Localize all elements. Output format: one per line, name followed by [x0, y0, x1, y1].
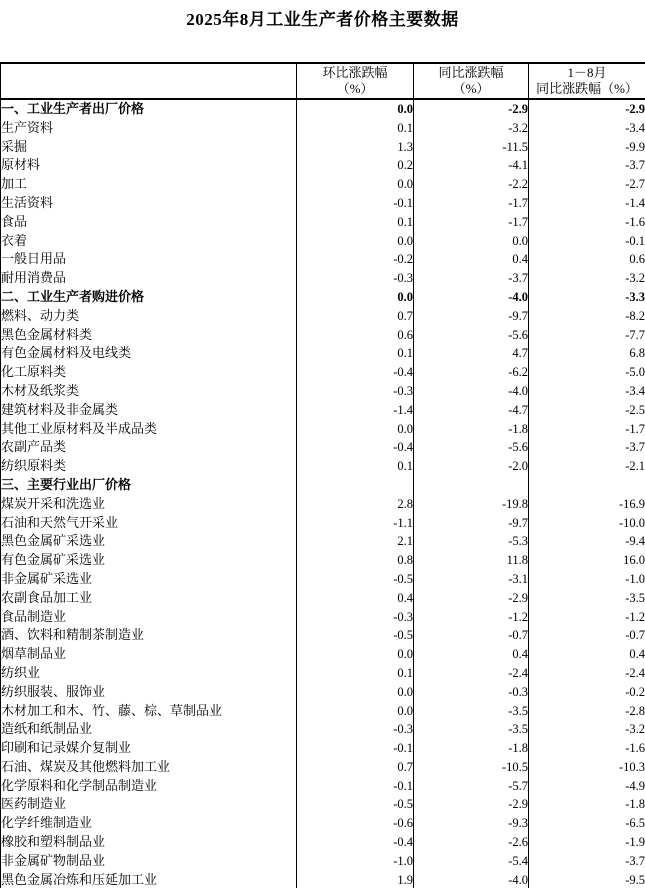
row-value-yoy: -2.0: [414, 457, 529, 476]
row-value-mom: 0.0: [297, 420, 414, 439]
row-value-ytd: -1.0: [529, 570, 645, 589]
row-label: 采掘: [1, 138, 28, 154]
row-label: 加工: [1, 176, 28, 192]
row-label: 医药制造业: [1, 796, 67, 812]
table-row: [1, 138, 645, 157]
row-value-yoy: -2.4: [414, 664, 529, 683]
table-row: [1, 589, 645, 608]
row-value-mom: -1.0: [297, 852, 414, 871]
row-value-ytd: -3.4: [529, 382, 645, 401]
table-row: [1, 420, 645, 439]
row-value-ytd: -2.8: [529, 702, 645, 721]
row-value-mom: 0.1: [297, 344, 414, 363]
row-label: 燃料、动力类: [1, 307, 80, 323]
col-header-mom-line1: 环比涨跌幅: [322, 65, 388, 80]
row-value-mom: 0.6: [297, 326, 414, 345]
row-value-mom: 0.1: [297, 213, 414, 232]
row-label: 木材加工和木、竹、藤、棕、草制品业: [1, 702, 223, 718]
table-row: [1, 608, 645, 627]
table-row: [1, 758, 645, 777]
row-value-mom: 0.1: [297, 457, 414, 476]
table-row: [1, 401, 645, 420]
row-value-ytd: -1.6: [529, 213, 645, 232]
row-value-yoy: -4.1: [414, 156, 529, 175]
row-label: 化工原料类: [1, 364, 67, 380]
row-value-yoy: -5.7: [414, 777, 529, 796]
row-value-mom: 0.0: [297, 232, 414, 251]
row-value-mom: -0.3: [297, 608, 414, 627]
row-value-yoy: -3.2: [414, 119, 529, 138]
row-value-ytd: -3.7: [529, 852, 645, 871]
row-value-ytd: -3.2: [529, 720, 645, 739]
row-value-yoy: -9.7: [414, 307, 529, 326]
row-value-ytd: -2.5: [529, 401, 645, 420]
row-value-mom: -0.6: [297, 814, 414, 833]
row-label: 化学原料和化学制品制造业: [1, 777, 158, 793]
table-row: [1, 814, 645, 833]
row-value-yoy: -5.3: [414, 532, 529, 551]
row-value-mom: 0.0: [297, 99, 414, 119]
row-value-mom: 2.1: [297, 532, 414, 551]
row-value-ytd: 16.0: [529, 551, 645, 570]
row-value-ytd: 0.4: [529, 645, 645, 664]
row-value-yoy: -3.5: [414, 720, 529, 739]
table-row: [1, 683, 645, 702]
row-value-mom: 1.3: [297, 138, 414, 157]
row-label: 食品: [1, 213, 28, 229]
row-label: 一、工业生产者出厂价格: [1, 101, 145, 116]
row-value-yoy: -0.7: [414, 626, 529, 645]
row-value-yoy: -2.2: [414, 175, 529, 194]
row-label: 非金属矿采选业: [1, 570, 93, 586]
col-header-ytd-line1: 1－8月: [567, 65, 607, 80]
row-value-mom: [297, 476, 414, 495]
row-value-yoy: -2.9: [414, 589, 529, 608]
col-header-mom: [297, 63, 414, 99]
row-value-ytd: -8.2: [529, 307, 645, 326]
row-value-mom: -0.4: [297, 833, 414, 852]
row-value-yoy: -1.8: [414, 420, 529, 439]
row-value-ytd: -2.1: [529, 457, 645, 476]
row-value-mom: -0.4: [297, 438, 414, 457]
row-value-yoy: -10.5: [414, 758, 529, 777]
table-row: [1, 476, 645, 495]
row-value-mom: 0.1: [297, 119, 414, 138]
row-value-yoy: 11.8: [414, 551, 529, 570]
row-value-ytd: -3.2: [529, 269, 645, 288]
row-value-ytd: -6.5: [529, 814, 645, 833]
row-label: 其他工业原材料及半成品类: [1, 420, 158, 436]
table-row: [1, 833, 645, 852]
row-value-yoy: 4.7: [414, 344, 529, 363]
row-label: 纺织服装、服饰业: [1, 683, 106, 699]
row-value-yoy: -9.3: [414, 814, 529, 833]
row-value-mom: -0.3: [297, 269, 414, 288]
table-body: [1, 99, 645, 888]
table-row: [1, 326, 645, 345]
row-label: 二、工业生产者购进价格: [1, 288, 145, 304]
row-value-mom: 0.0: [297, 683, 414, 702]
row-value-ytd: -5.0: [529, 363, 645, 382]
row-value-mom: -0.1: [297, 739, 414, 758]
row-value-ytd: -0.1: [529, 232, 645, 251]
table-row: [1, 156, 645, 175]
row-value-mom: 0.0: [297, 288, 414, 307]
row-value-yoy: -4.0: [414, 382, 529, 401]
table-row: [1, 344, 645, 363]
row-label: 酒、饮料和精制茶制造业: [1, 627, 145, 643]
row-value-mom: -1.4: [297, 401, 414, 420]
row-value-yoy: -1.8: [414, 739, 529, 758]
row-value-yoy: -2.6: [414, 833, 529, 852]
table-row: [1, 495, 645, 514]
row-value-mom: 0.8: [297, 551, 414, 570]
table-row: [1, 269, 645, 288]
row-value-ytd: 0.6: [529, 250, 645, 269]
table-row: [1, 250, 645, 269]
table-row: [1, 532, 645, 551]
row-label: 纺织业: [1, 664, 41, 680]
table-row: [1, 720, 645, 739]
row-value-yoy: -19.8: [414, 495, 529, 514]
row-label: 耐用消费品: [1, 270, 67, 286]
row-value-mom: -1.1: [297, 514, 414, 533]
table-row: [1, 702, 645, 721]
row-value-yoy: -5.4: [414, 852, 529, 871]
row-value-ytd: -1.9: [529, 833, 645, 852]
col-header-ytd: [529, 63, 645, 99]
row-value-yoy: -5.6: [414, 326, 529, 345]
row-label: 食品制造业: [1, 608, 67, 624]
table-row: [1, 232, 645, 251]
page-title: 2025年8月工业生产者价格主要数据: [186, 10, 459, 29]
row-value-ytd: -9.4: [529, 532, 645, 551]
row-value-mom: 0.0: [297, 175, 414, 194]
table-row: [1, 551, 645, 570]
row-value-yoy: -9.7: [414, 514, 529, 533]
table-row: [1, 438, 645, 457]
row-value-mom: -0.3: [297, 382, 414, 401]
row-value-mom: -0.5: [297, 795, 414, 814]
row-value-yoy: [414, 476, 529, 495]
row-value-yoy: 0.4: [414, 250, 529, 269]
row-value-mom: -0.1: [297, 194, 414, 213]
row-value-ytd: -0.2: [529, 683, 645, 702]
col-header-yoy-line1: 同比涨跌幅: [438, 65, 504, 80]
row-value-ytd: -9.5: [529, 871, 645, 888]
row-value-mom: -0.1: [297, 777, 414, 796]
row-value-ytd: -7.7: [529, 326, 645, 345]
title-bar: [0, 0, 645, 62]
row-value-mom: 0.2: [297, 156, 414, 175]
row-value-yoy: -5.6: [414, 438, 529, 457]
row-value-ytd: -4.9: [529, 777, 645, 796]
row-label: 有色金属矿采选业: [1, 552, 106, 568]
table-row: [1, 288, 645, 307]
row-value-yoy: -2.9: [414, 795, 529, 814]
row-value-yoy: -6.2: [414, 363, 529, 382]
table-row: [1, 382, 645, 401]
table-row: [1, 514, 645, 533]
row-value-mom: 0.0: [297, 702, 414, 721]
table-row: [1, 213, 645, 232]
table-row: [1, 739, 645, 758]
row-value-mom: 1.9: [297, 871, 414, 888]
row-value-ytd: -2.4: [529, 664, 645, 683]
row-value-yoy: -1.7: [414, 213, 529, 232]
table-row: [1, 645, 645, 664]
row-value-yoy: -4.7: [414, 401, 529, 420]
table-row: [1, 307, 645, 326]
row-value-ytd: -10.3: [529, 758, 645, 777]
row-value-yoy: -11.5: [414, 138, 529, 157]
row-value-ytd: -16.9: [529, 495, 645, 514]
row-value-ytd: 6.8: [529, 344, 645, 363]
table-row: [1, 852, 645, 871]
row-value-yoy: -1.2: [414, 608, 529, 627]
row-label: 橡胶和塑料制品业: [1, 834, 106, 850]
row-label: 化学纤维制造业: [1, 815, 93, 831]
row-value-mom: -0.4: [297, 363, 414, 382]
row-value-ytd: -0.7: [529, 626, 645, 645]
table-row: [1, 457, 645, 476]
row-label: 农副食品加工业: [1, 589, 93, 605]
row-value-ytd: -10.0: [529, 514, 645, 533]
row-label: 造纸和纸制品业: [1, 721, 93, 737]
row-value-mom: 0.1: [297, 664, 414, 683]
row-label: 三、主要行业出厂价格: [1, 476, 132, 492]
row-value-mom: -0.2: [297, 250, 414, 269]
row-value-ytd: [529, 476, 645, 495]
row-label: 印刷和记录媒介复制业: [1, 740, 132, 756]
col-header-yoy: [414, 63, 529, 99]
row-value-yoy: -3.5: [414, 702, 529, 721]
row-label: 黑色金属矿采选业: [1, 533, 106, 549]
col-header-ytd-line2: 同比涨跌幅（%）: [536, 81, 638, 96]
corner-cell: [1, 63, 297, 99]
row-label: 有色金属材料及电线类: [1, 345, 132, 361]
col-header-yoy-line2: （%）: [452, 81, 490, 96]
row-label: 生活资料: [1, 194, 54, 210]
table-row: [1, 119, 645, 138]
row-label: 黑色金属冶炼和压延加工业: [1, 871, 158, 887]
row-value-ytd: -3.3: [529, 288, 645, 307]
row-value-ytd: -3.5: [529, 589, 645, 608]
row-value-yoy: -2.9: [414, 99, 529, 119]
header-row: [1, 63, 645, 99]
col-header-mom-line2: （%）: [336, 81, 374, 96]
row-value-yoy: -4.0: [414, 288, 529, 307]
row-label: 农副产品类: [1, 439, 67, 455]
row-label: 石油、煤炭及其他燃料加工业: [1, 758, 171, 774]
row-value-ytd: -3.7: [529, 156, 645, 175]
row-value-ytd: -2.9: [529, 99, 645, 119]
row-label: 木材及纸浆类: [1, 382, 80, 398]
row-value-ytd: -1.6: [529, 739, 645, 758]
row-value-yoy: -0.3: [414, 683, 529, 702]
row-label: 原材料: [1, 157, 41, 173]
row-value-ytd: -1.7: [529, 420, 645, 439]
row-value-yoy: 0.0: [414, 232, 529, 251]
table-row: [1, 194, 645, 213]
table-row: [1, 363, 645, 382]
table-row: [1, 664, 645, 683]
table-row: [1, 626, 645, 645]
row-label: 非金属矿物制品业: [1, 852, 106, 868]
row-value-ytd: -3.7: [529, 438, 645, 457]
row-label: 黑色金属材料类: [1, 326, 93, 342]
row-value-mom: -0.5: [297, 626, 414, 645]
row-label: 建筑材料及非金属类: [1, 401, 119, 417]
table-row: [1, 99, 645, 119]
row-value-yoy: -3.1: [414, 570, 529, 589]
row-label: 生产资料: [1, 119, 54, 135]
row-value-ytd: -1.4: [529, 194, 645, 213]
row-label: 衣着: [1, 232, 28, 248]
row-value-ytd: -1.2: [529, 608, 645, 627]
row-value-ytd: -1.8: [529, 795, 645, 814]
row-value-mom: -0.5: [297, 570, 414, 589]
table-row: [1, 795, 645, 814]
row-value-mom: 2.8: [297, 495, 414, 514]
row-value-yoy: -3.7: [414, 269, 529, 288]
table-row: [1, 175, 645, 194]
table-row: [1, 570, 645, 589]
row-label: 煤炭开采和洗选业: [1, 495, 106, 511]
row-value-mom: 0.4: [297, 589, 414, 608]
row-value-mom: 0.0: [297, 645, 414, 664]
row-value-ytd: -9.9: [529, 138, 645, 157]
row-label: 石油和天然气开采业: [1, 514, 119, 530]
row-label: 纺织原料类: [1, 458, 67, 474]
table-row: [1, 871, 645, 888]
table-row: [1, 777, 645, 796]
row-label: 烟草制品业: [1, 646, 67, 662]
row-value-mom: 0.7: [297, 307, 414, 326]
row-value-yoy: -4.0: [414, 871, 529, 888]
table-header: [1, 63, 645, 99]
row-value-yoy: 0.4: [414, 645, 529, 664]
row-value-mom: -0.3: [297, 720, 414, 739]
ppi-table: [0, 62, 645, 888]
row-value-mom: 0.7: [297, 758, 414, 777]
row-value-ytd: -3.4: [529, 119, 645, 138]
row-label: 一般日用品: [1, 251, 67, 267]
row-value-yoy: -1.7: [414, 194, 529, 213]
row-value-ytd: -2.7: [529, 175, 645, 194]
